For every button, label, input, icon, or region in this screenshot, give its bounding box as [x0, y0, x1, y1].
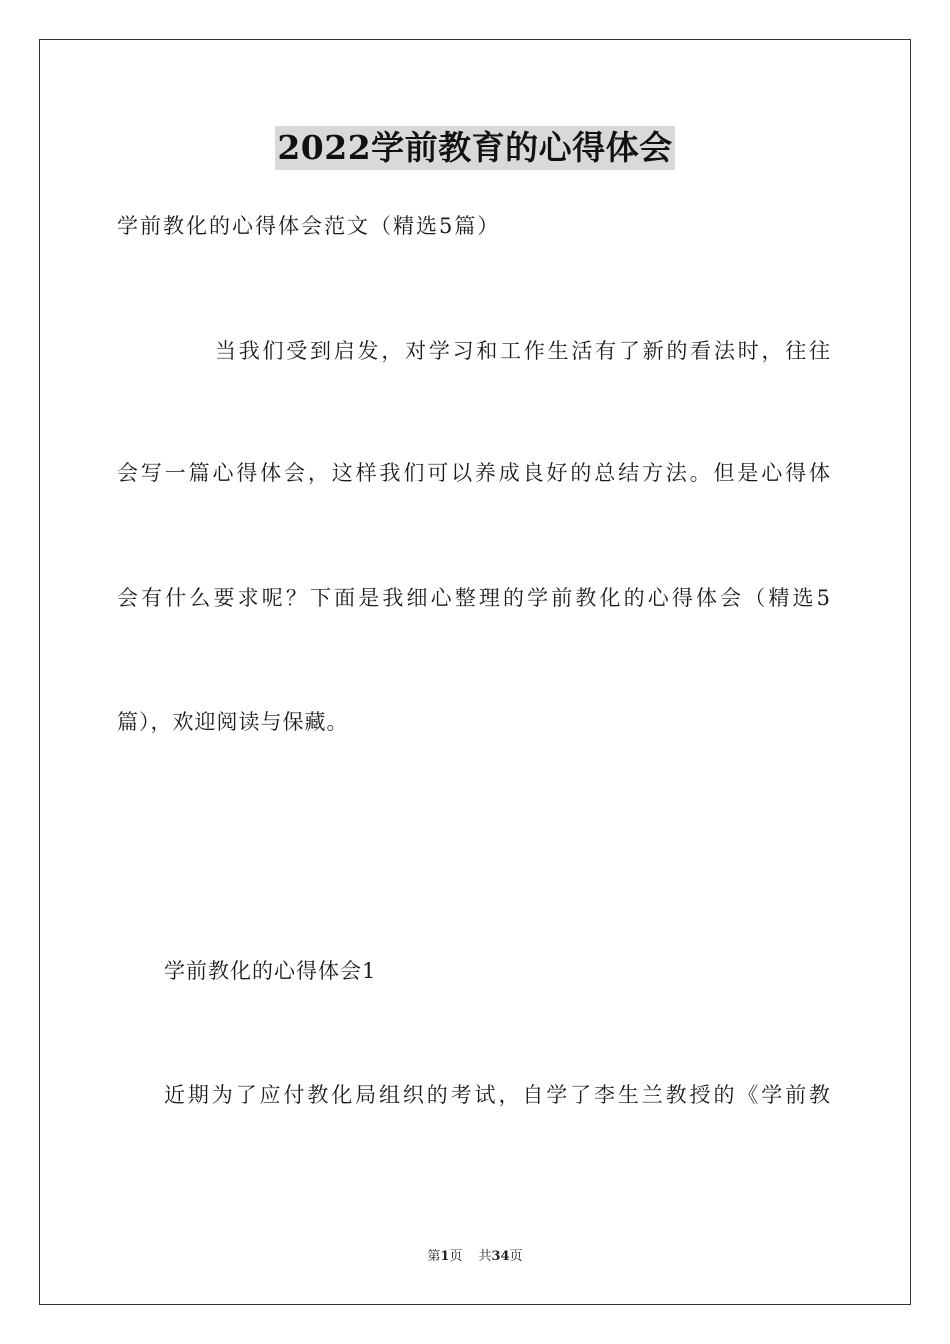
page-current: 1 [440, 1249, 450, 1264]
document-title: 2022学前教育的心得体会 [275, 126, 674, 170]
page-prefix: 第 [427, 1249, 441, 1264]
page-footer [0, 1248, 950, 1266]
page-suffix: 页 [449, 1249, 463, 1264]
section-first-line: 近期为了应付教化局组织的考试，自学了李生兰教授的《学前教 [164, 1083, 831, 1107]
intro-line-1: 当我们受到启发，对学习和工作生活有了新的看法时，往往 [215, 339, 831, 363]
total-suffix: 页 [509, 1249, 523, 1264]
document-subtitle: 学前教化的心得体会范文（精选5篇） [117, 214, 501, 238]
total-prefix: 共 [478, 1249, 492, 1264]
section-heading: 学前教化的心得体会1 [164, 959, 377, 983]
page-total: 34 [491, 1249, 510, 1264]
title-container [0, 126, 950, 170]
intro-line-3: 会有什么要求呢？下面是我细心整理的学前教化的心得体会（精选5 [117, 586, 831, 610]
intro-line-4: 篇），欢迎阅读与保藏。 [117, 710, 349, 734]
intro-line-2: 会写一篇心得体会，这样我们可以养成良好的总结方法。但是心得体 [117, 461, 831, 485]
